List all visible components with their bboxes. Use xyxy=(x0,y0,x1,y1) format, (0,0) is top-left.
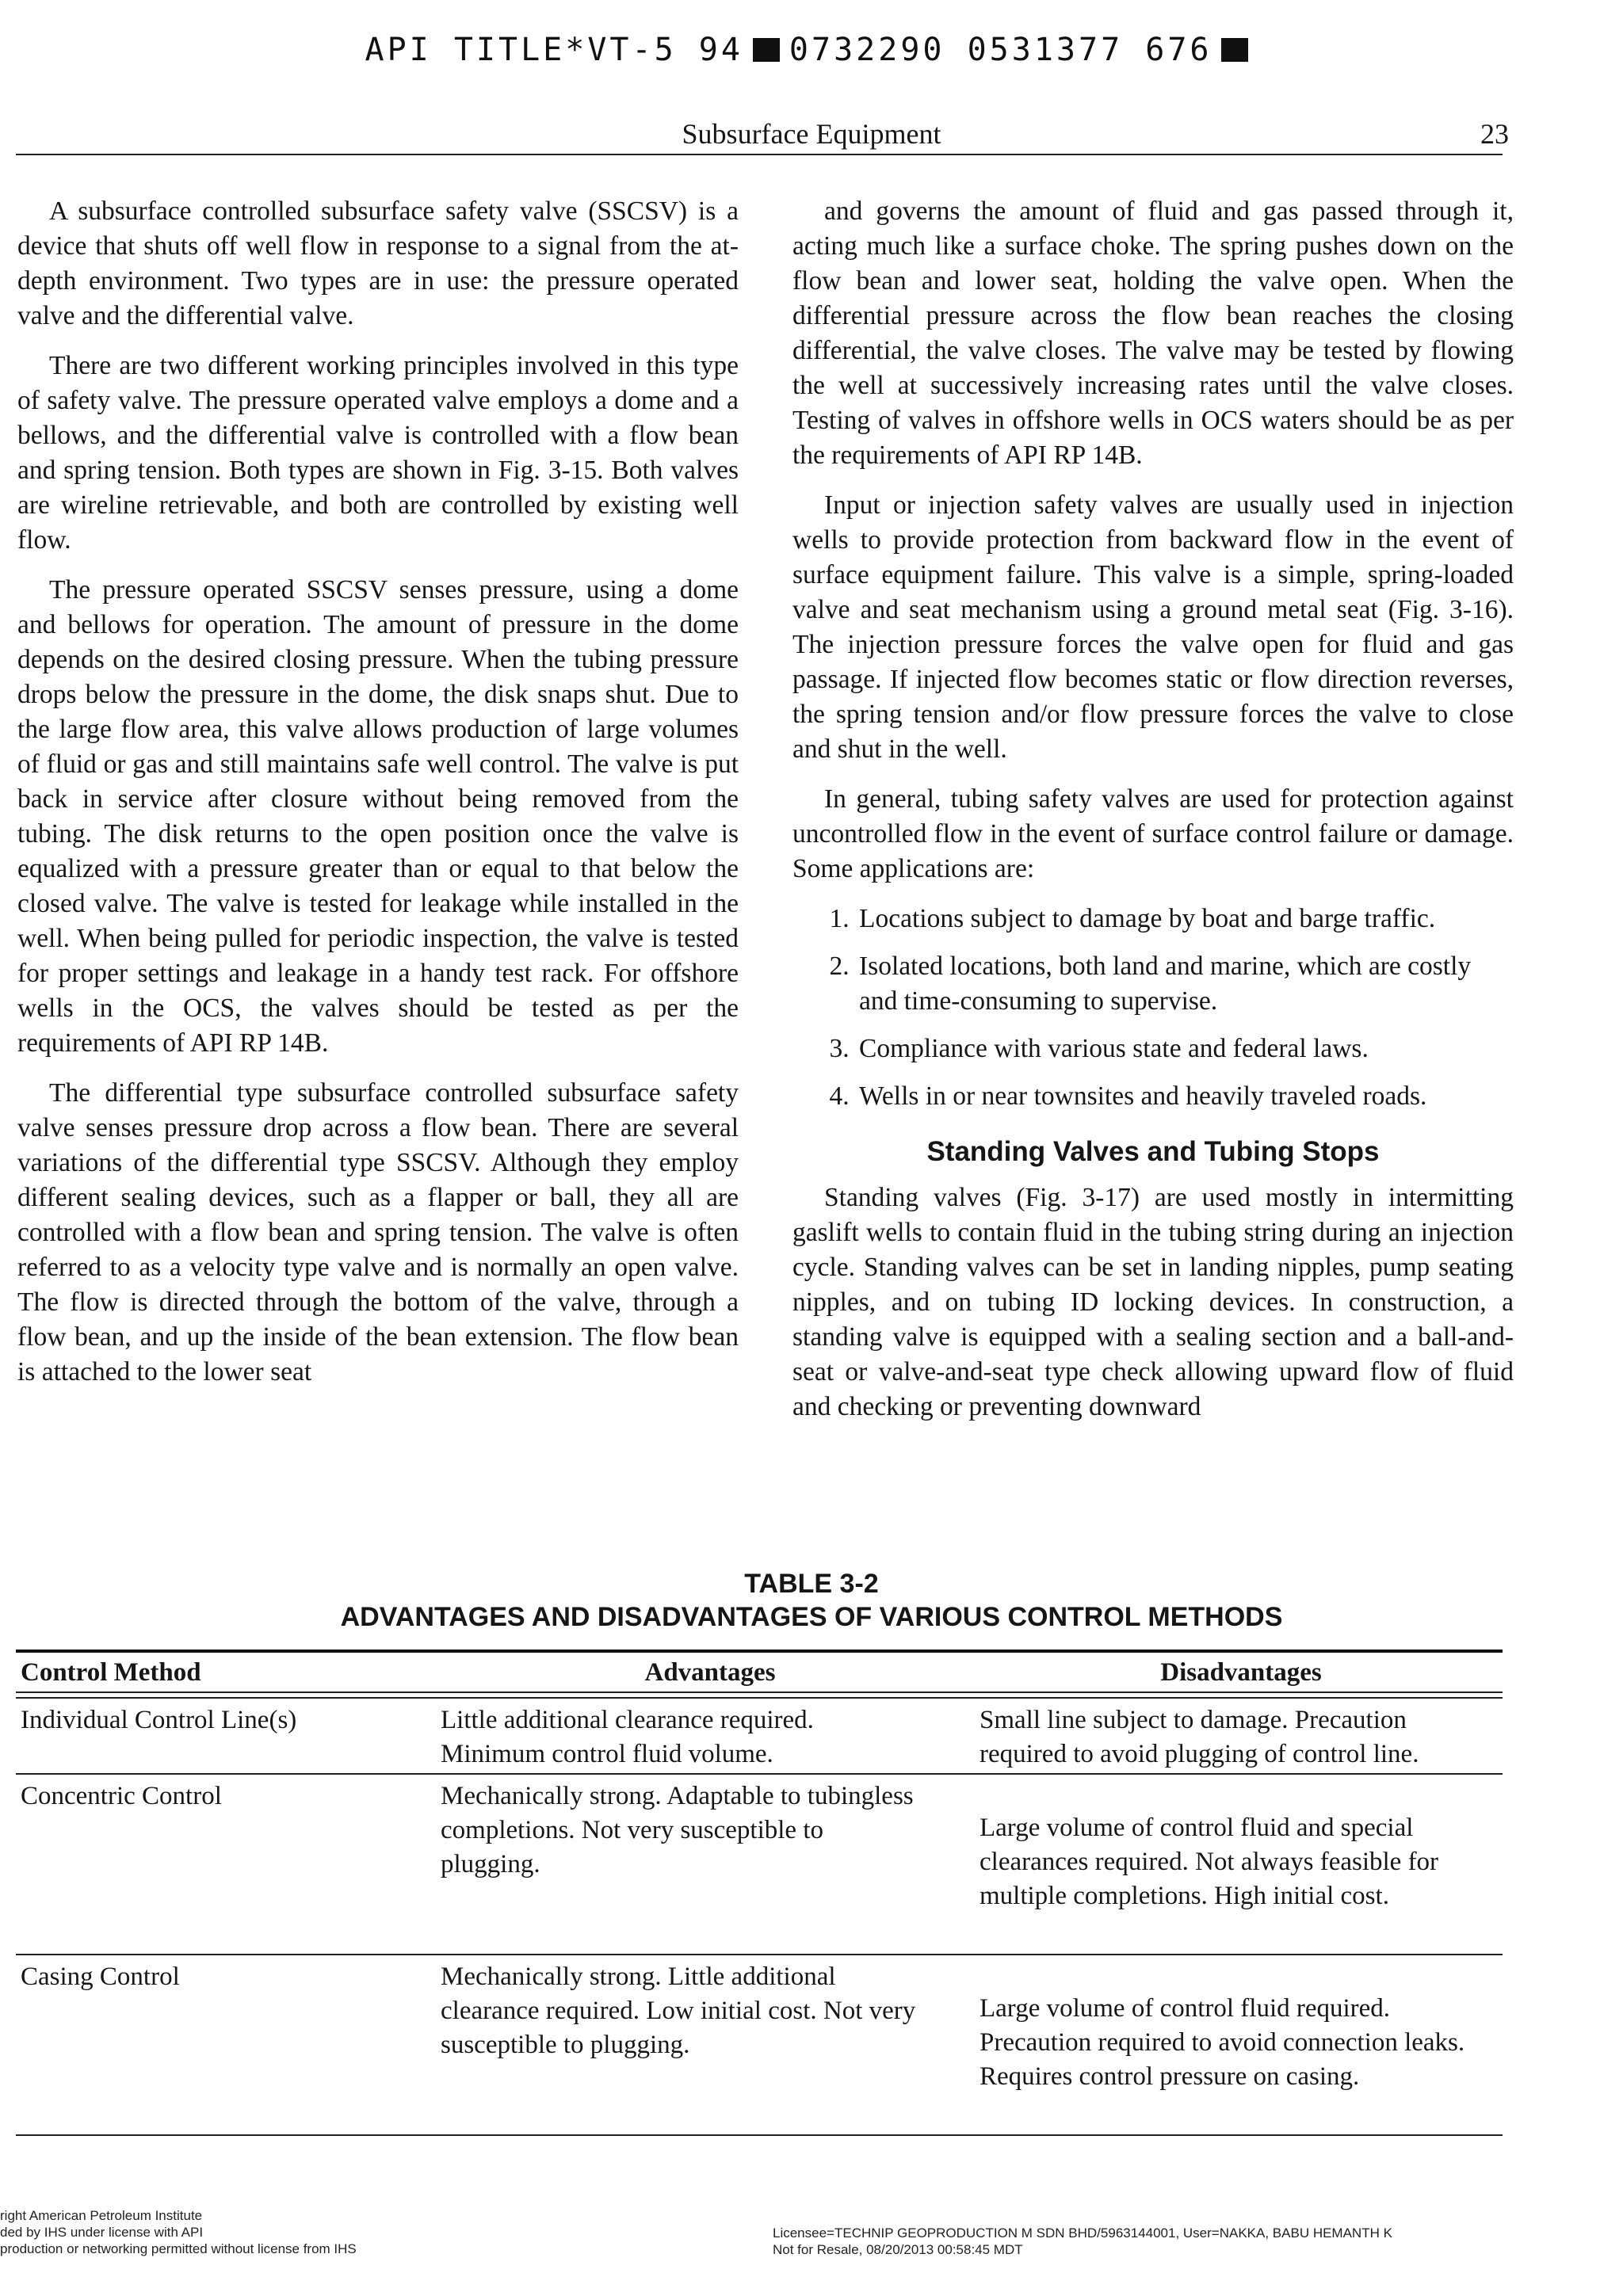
table-title: ADVANTAGES AND DISADVANTAGES OF VARIOUS CONTROL METHODS xyxy=(340,1602,1283,1632)
table-cell-disadvantages: Large volume of control fluid and special clearances required. Not always feasible for multiple completions. High initial cost. xyxy=(980,1814,1439,1910)
table-cell-method: Concentric Control xyxy=(21,1782,222,1810)
right-column xyxy=(792,194,1514,1440)
header-rule xyxy=(16,154,1503,155)
running-head: Subsurface Equipment xyxy=(682,118,941,150)
section-heading: Standing Valves and Tubing Stops xyxy=(926,1136,1380,1167)
footer-line: production or networking permitted without license from IHS xyxy=(0,2241,357,2256)
column-header: Disadvantages xyxy=(1160,1658,1322,1687)
table-row xyxy=(16,1955,1503,2134)
license-footer xyxy=(773,2225,1392,2258)
banner-title: API TITLE*VT-5 94 xyxy=(365,32,743,68)
table-cell-method: Individual Control Line(s) xyxy=(21,1706,297,1734)
left-column xyxy=(17,194,739,1405)
copyright-footer xyxy=(0,2207,357,2257)
paragraph: and governs the amount of fluid and gas passed through it, acting much like a surface choke. The spring pushes down on the flow bean and lower seat, holding the valve open. When the differential pressure across the flow bean reaches the closing differential, the valve closes. The valve may be tested by flowing the well at successively increasing rates until the valve closes. Testing of valves in offshore wells in OCS waters should be as per the requirements of API RP 14B. xyxy=(792,196,1514,470)
paragraph: The pressure operated SSCSV senses pressure, using a dome and bellows for operation. The amount of pressure in the dome depends on the desired closing pressure. When the tubing pressure drops below the pressure in the dome, the disk snaps shut. Due to the large flow area, this valve allows production of large volumes of fluid or gas and still maintains safe well control. The valve is put back in service after closure without being removed from the tubing. The disk returns to the open position once the valve is equalized with a pressure greater than or equal to that below the closed valve. The valve is tested for leakage while installed in the well. When being pulled for periodic inspection, the valve is tested for proper settings and leakage in a handy test rack. For offshore wells in the OCS, the valves should be tested as per the requirements of API RP 14B. xyxy=(17,575,739,1058)
applications-list xyxy=(792,902,1514,1114)
table-rule xyxy=(16,2134,1503,2136)
table-row xyxy=(16,1775,1503,1954)
banner-block-mark xyxy=(1221,38,1248,62)
table-cell-advantages: Mechanically strong. Adaptable to tubingless completions. Not very susceptible to plugging. xyxy=(441,1782,914,1878)
control-methods-table xyxy=(16,1650,1503,2136)
column-header: Advantages xyxy=(644,1658,776,1687)
list-item: 1. Locations subject to damage by boat and barge traffic. xyxy=(856,902,1514,936)
list-item: 4. Wells in or near townsites and heavily traveled roads. xyxy=(856,1079,1514,1114)
table-cell-disadvantages: Small line subject to damage. Precaution required to avoid plugging of control line. xyxy=(980,1706,1419,1768)
footer-line: Licensee=TECHNIP GEOPRODUCTION M SDN BHD/5963144001, User=NAKKA, BABU HEMANTH K xyxy=(773,2225,1392,2241)
column-header: Control Method xyxy=(21,1658,201,1687)
banner-code: 0732290 0531377 676 xyxy=(789,32,1212,68)
paragraph: Standing valves (Fig. 3-17) are used mostly in intermitting gaslift wells to contain fluid in the tubing string during an injection cycle. Standing valves can be set in landing nipples, pump seating nipples, and on tubing ID locking devices. In construction, a standing valve is equipped with a sealing section and a ball-and-seat or valve-and-seat type check allowing upward flow of fluid and checking or preventing downward xyxy=(792,1183,1514,1421)
footer-line: ded by IHS under license with API xyxy=(0,2225,204,2240)
paragraph: A subsurface controlled subsurface safety valve (SSCSV) is a device that shuts off well flow in response to a signal from the at-depth environment. Two types are in use: the pressure operated valve and the differential valve. xyxy=(17,196,739,330)
table-cell-advantages: Mechanically strong. Little additional clearance required. Low initial cost. Not very susceptible to plugging. xyxy=(441,1962,916,2059)
document-code-banner xyxy=(0,32,1623,68)
table-header-row xyxy=(16,1653,1503,1691)
paragraph: The differential type subsurface controlled subsurface safety valve senses pressure drop across a flow bean. There are several variations of the differential type SSCSV. Although they employ different sealing devices, such as a flapper or ball, they all are controlled with a flow bean and spring tension. The valve is often referred to as a velocity type valve and is normally an open valve. The flow is directed through the bottom of the valve, through a flow bean, and up the inside of the bean extension. The flow bean is attached to the lower seat xyxy=(17,1078,739,1386)
paragraph: There are two different working principles involved in this type of safety valve. The pressure operated valve employs a dome and a bellows, and the differential valve is controlled with a flow bean and spring tension. Both types are shown in Fig. 3-15. Both valves are wireline retrievable, and both are controlled by existing well flow. xyxy=(17,351,739,555)
footer-line: Not for Resale, 08/20/2013 00:58:45 MDT xyxy=(773,2242,1023,2257)
banner-block-mark xyxy=(753,38,780,62)
page-number: 23 xyxy=(1480,118,1509,150)
footer-line: right American Petroleum Institute xyxy=(0,2208,203,2223)
list-item: 3. Compliance with various state and federal laws. xyxy=(856,1032,1514,1066)
table-label: TABLE 3-2 xyxy=(744,1569,879,1599)
table-cell-disadvantages: Large volume of control fluid required. Precaution required to avoid connection leaks. Requires control pressure on casing. xyxy=(980,1994,1465,2091)
paragraph: In general, tubing safety valves are used for protection against uncontrolled flow in the event of surface control failure or damage. Some applications are: xyxy=(792,784,1514,883)
table-cell-method: Casing Control xyxy=(21,1962,180,1991)
table-row xyxy=(16,1699,1503,1773)
paragraph: Input or injection safety valves are usually used in injection wells to provide protection from backward flow in the event of surface equipment failure. This valve is a simple, spring-loaded valve and seat mechanism using a ground metal seat (Fig. 3-16). The injection pressure forces the valve open for fluid and gas passage. If injected flow becomes static or flow direction reverses, the spring tension and/or flow pressure forces the valve to close and shut in the well. xyxy=(792,490,1514,764)
list-item: 2. Isolated locations, both land and marine, which are costly and time-consuming to supervise. xyxy=(856,949,1514,1019)
table-cell-advantages: Little additional clearance required. Minimum control fluid volume. xyxy=(441,1706,814,1768)
